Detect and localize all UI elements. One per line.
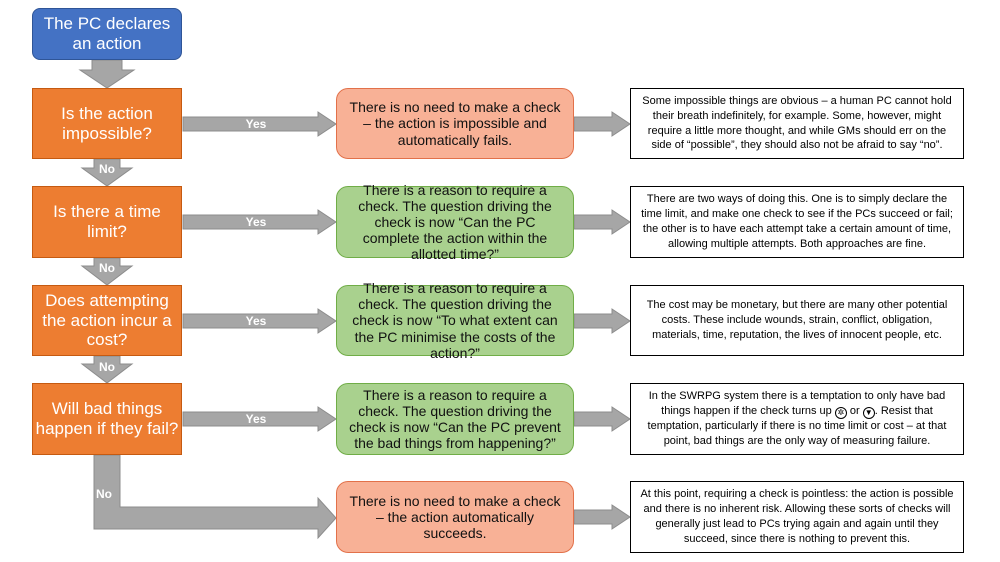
no-label-4: No [96, 487, 112, 501]
start-node: The PC declares an action [32, 8, 182, 60]
yes-label-2: Yes [245, 215, 267, 229]
question-bad-things: Will bad things happen if they fail? [32, 383, 182, 455]
result-bad-things-check: There is a reason to require a check. The question driving the check is now “Can the PC prevent the bad things from happening?” [336, 383, 574, 455]
arrow-r1-note [574, 112, 630, 136]
result-impossible-fails: There is no need to make a check – the action is impossible and automatically fails. [336, 88, 574, 159]
note-bad-things-part-a: In the SWRPG system there is a temptation to only have bad things happen if the check turns up [648, 390, 946, 418]
note-bad-things-text [637, 389, 957, 449]
yes-label-3: Yes [245, 314, 267, 328]
note-bad-things-or: or [849, 405, 860, 418]
result-automatically-succeeds: There is no need to make a check – the action automatically succeeds. [336, 481, 574, 553]
note-time-limit: There are two ways of doing this. One is to simply declare the time limit, and make one check to see if the PCs succeed or fail; the other is to have each attempt take a certain amount of time, allowing multiple attempts. Both approaches are fine. [630, 186, 964, 258]
arrow-start-to-q1 [80, 60, 134, 88]
arrow-r3-note [574, 309, 630, 333]
yes-label-1: Yes [245, 117, 267, 131]
arrow-r2-note [574, 210, 630, 234]
despair-symbol-icon: ✲ [835, 407, 847, 419]
question-time-limit: Is there a time limit? [32, 186, 182, 258]
question-impossible: Is the action impossible? [32, 88, 182, 159]
arrow-r4-note [574, 407, 630, 431]
note-bad-things [630, 383, 964, 455]
result-time-limit-check: There is a reason to require a check. The question driving the check is now “Can the PC complete the action within the allotted time?” [336, 186, 574, 258]
no-label-1: No [99, 162, 115, 176]
threat-symbol-icon: ▼ [863, 407, 875, 419]
no-label-3: No [99, 360, 115, 374]
result-cost-check: There is a reason to require a check. The question driving the check is now “To what extent can the PC minimise the costs of the action?” [336, 285, 574, 356]
arrow-final-note [574, 505, 630, 529]
question-cost: Does attempting the action incur a cost? [32, 285, 182, 356]
note-impossible: Some impossible things are obvious – a human PC cannot hold their breath indefinitely, for example. Some, however, might require a little more thought, and while GMs should err on the side of “possible”, they should also not be afraid to say “no”. [630, 88, 964, 159]
no-label-2: No [99, 261, 115, 275]
note-cost: The cost may be monetary, but there are many other potential costs. These include wounds, strain, conflict, obligation, materials, time, reputation, the lives of innocent people, etc. [630, 285, 964, 356]
arrow-q4-to-final [94, 455, 336, 538]
note-automatically-succeeds: At this point, requiring a check is pointless: the action is possible and there is no inherent risk. Allowing these sorts of checks will generally just lead to PCs trying again and again until they succeed, since there is nothing to prevent this. [630, 481, 964, 553]
note-bad-things-part-b: . Resist that temptation, particularly if there is no time limit or cost – at that point, bad things are the only way of measuring failure. [647, 405, 947, 447]
yes-label-4: Yes [245, 412, 267, 426]
